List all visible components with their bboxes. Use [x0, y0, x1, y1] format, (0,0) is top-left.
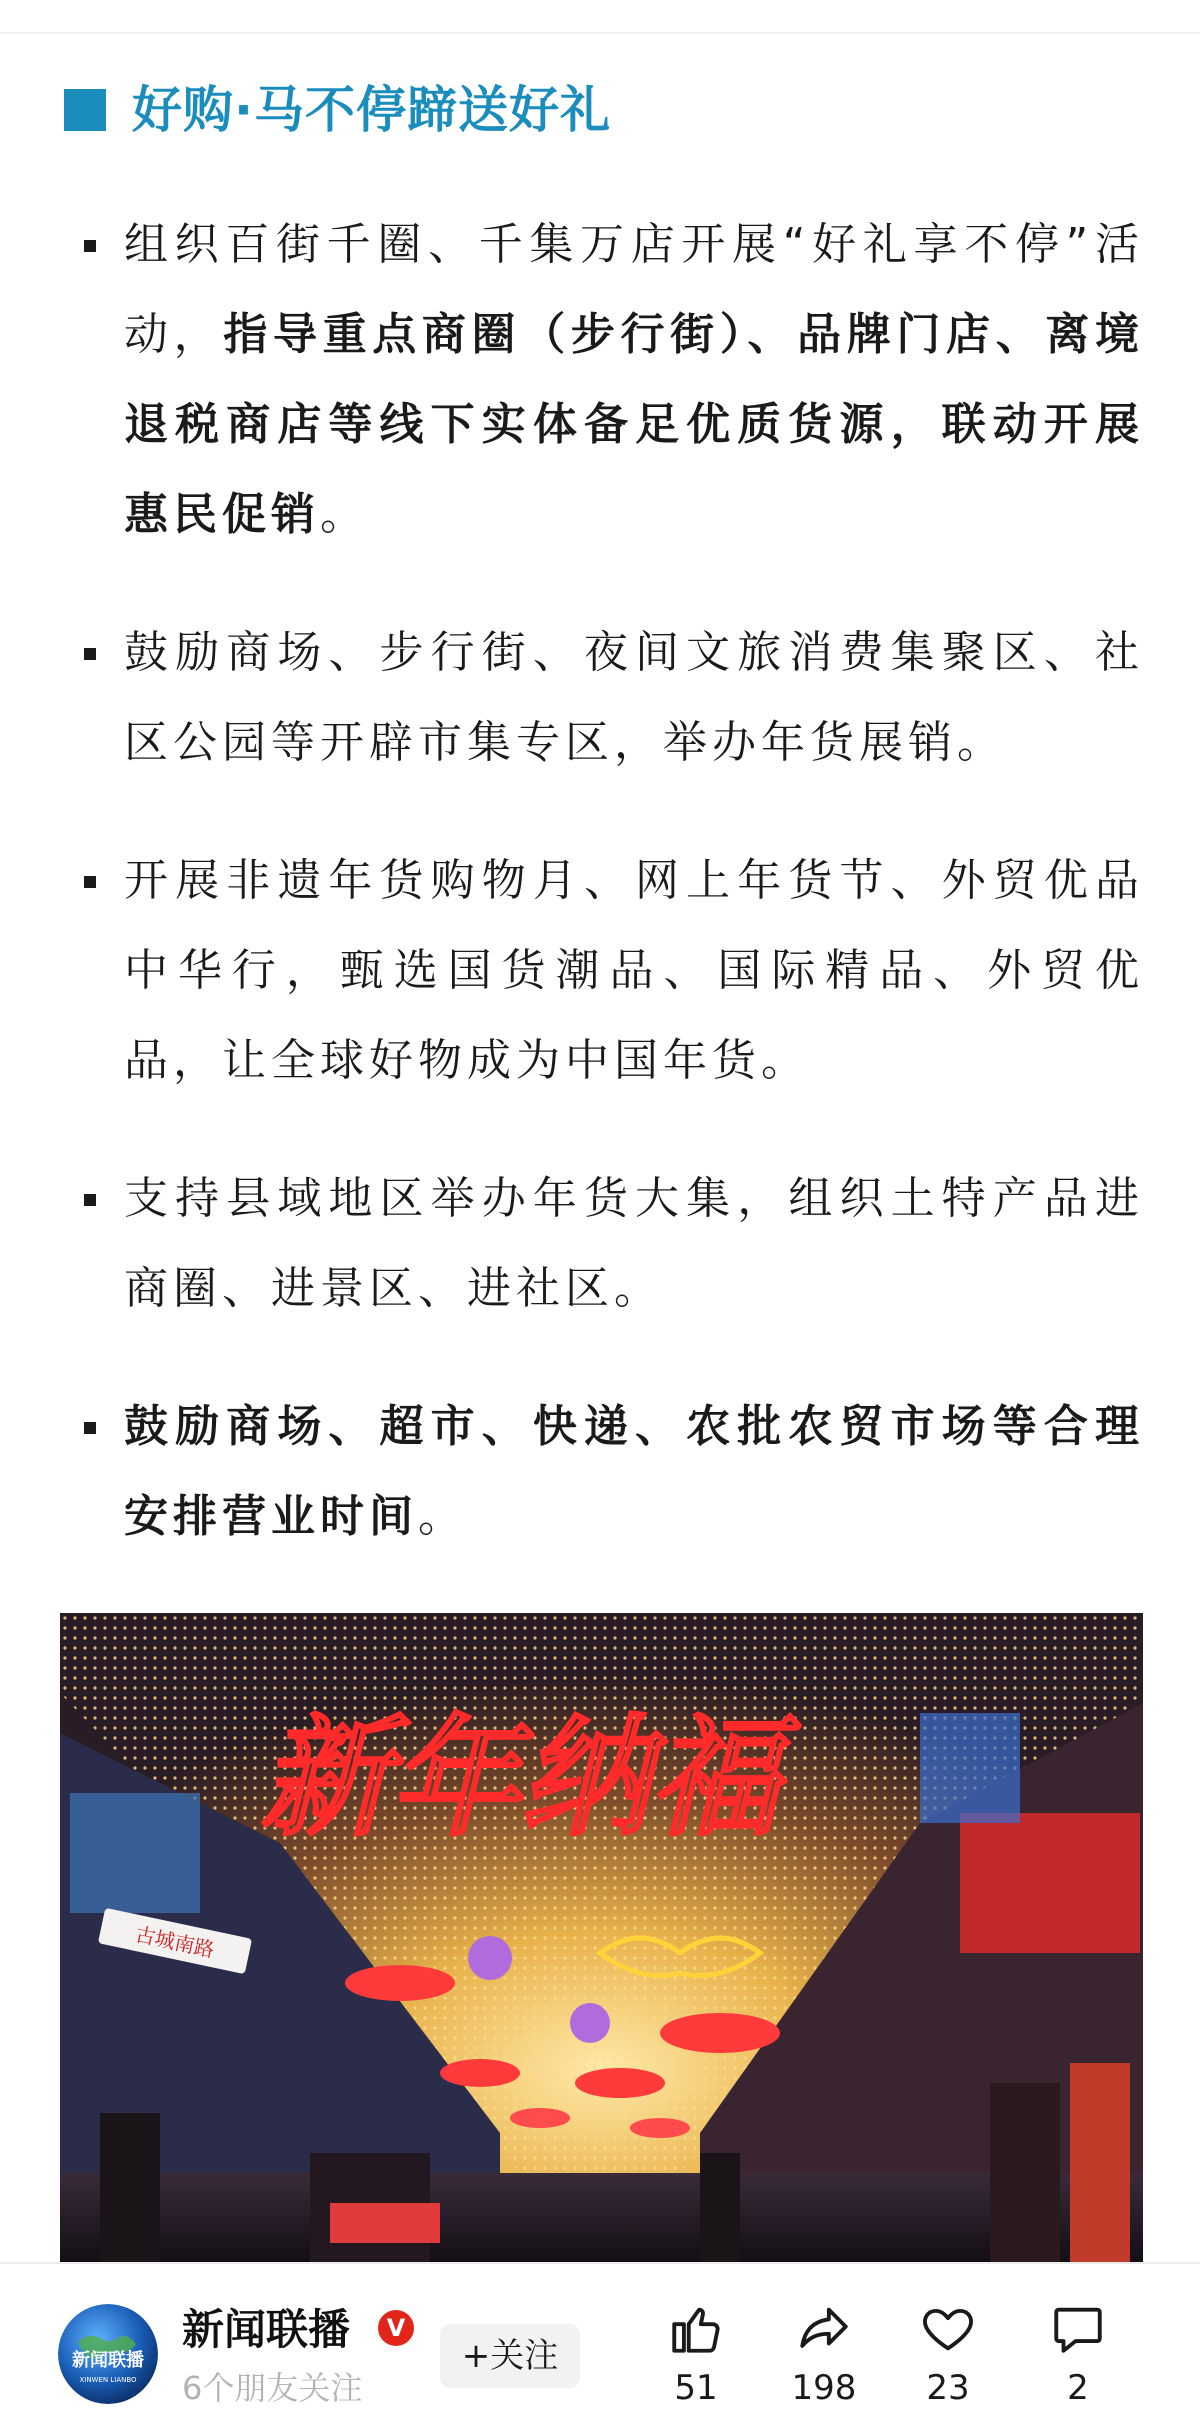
bullet-item	[64, 1154, 1144, 1334]
follow-button[interactable]: +关注	[440, 2324, 580, 2388]
bullet-square-icon	[84, 876, 96, 888]
top-divider	[0, 32, 1200, 34]
bullet-square-icon	[84, 1194, 96, 1206]
bullet-list	[64, 200, 1144, 1610]
street-ground	[60, 2173, 1143, 2265]
bullet-text: 组织百街千圈、千集万店开展“好礼享不停”活动，	[124, 219, 1144, 360]
street-sign-text: 古城南路	[133, 1921, 217, 1963]
neon-greeting: 新年纳福	[259, 1702, 781, 1854]
share-arrow-icon	[795, 2300, 853, 2358]
bullet-text: 。	[418, 1491, 467, 1542]
like-button[interactable]	[636, 2300, 756, 2410]
bullet-text: 开展非遗年货购物月、网上年货节、外贸优品中华行，甄选国货潮品、国际精品、外贸优品，让全球好物成为中国年货。	[124, 855, 1144, 1086]
bullet-item	[64, 608, 1144, 788]
globe-logo-icon	[58, 2304, 158, 2404]
bullet-item	[64, 1382, 1144, 1562]
avatar-text: 新闻联播	[72, 2350, 144, 2371]
photo-illustration	[60, 1613, 1143, 2265]
left-shop-sign	[70, 1793, 200, 1913]
right-blue-sign	[920, 1713, 1020, 1823]
bullet-text: 。	[320, 489, 369, 540]
bullet-text-bold: 鼓励商场、超市、快递、农批农贸市场等合理安排营业时间	[124, 1401, 1144, 1542]
bullet-square-icon	[84, 240, 96, 252]
comment-bubble-icon	[1049, 2300, 1107, 2358]
favorite-button[interactable]	[888, 2300, 1008, 2410]
bullet-text-bold: 指导重点商圈（步行街）、品牌门店、离境退税商店等线下实体备足优质货源，联动开展惠民促销	[124, 309, 1145, 540]
share-button[interactable]	[764, 2300, 884, 2410]
like-count: 51	[674, 2368, 718, 2408]
bullet-text: 鼓励商场、步行街、夜间文旅消费集聚区、社区公园等开辟市集专区，举办年货展销。	[124, 627, 1144, 768]
heart-icon	[919, 2300, 977, 2358]
section-title: 好购·马不停蹄送好礼	[132, 81, 611, 139]
right-red-sign	[960, 1813, 1140, 1953]
account-name[interactable]: 新闻联播	[182, 2305, 351, 2354]
verified-badge-icon: V	[378, 2310, 414, 2346]
thumbs-up-icon	[667, 2300, 725, 2358]
street-lights-photo[interactable]	[60, 1613, 1143, 2265]
bullet-text: 支持县域地区举办年货大集，组织土特产品进商圈、进景区、进社区。	[124, 1173, 1144, 1314]
heading-square-marker	[64, 89, 106, 131]
bullet-square-icon	[84, 648, 96, 660]
account-avatar[interactable]	[58, 2304, 158, 2404]
bullet-item	[64, 836, 1144, 1106]
bottom-action-bar	[0, 2262, 1200, 2433]
section-heading	[64, 72, 611, 148]
bullet-square-icon	[84, 1422, 96, 1434]
avatar-subtext: XINWEN LIANBO	[79, 2376, 137, 2384]
bullet-item	[64, 200, 1144, 560]
favorite-count: 23	[926, 2368, 970, 2408]
comment-button[interactable]	[1018, 2300, 1138, 2410]
comment-count: 2	[1067, 2368, 1089, 2408]
friends-following-text: 6个朋友关注	[182, 2369, 363, 2407]
share-count: 198	[791, 2368, 857, 2408]
